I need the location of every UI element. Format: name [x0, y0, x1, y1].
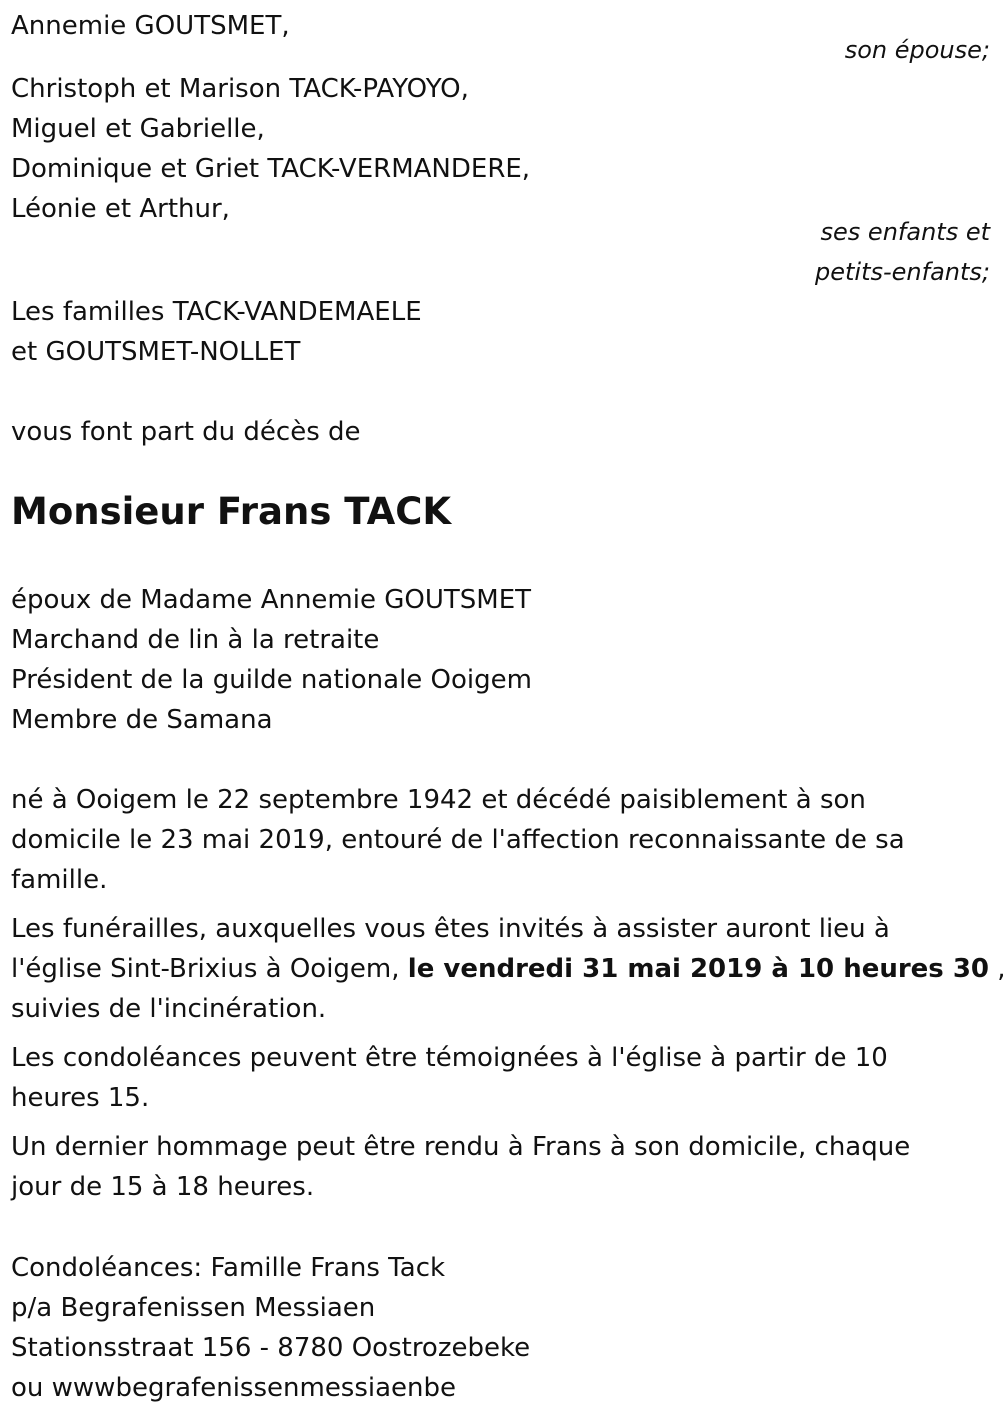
deceased-name: Monsieur Frans TACK	[11, 490, 452, 533]
announcement-intro: vous font part du décès de	[11, 417, 361, 447]
children-role-line-2: petits-enfants;	[815, 258, 990, 286]
contact-website[interactable]: ou wwwbegrafenissenmessiaenbe	[11, 1373, 457, 1403]
child-line-2: Miguel et Gabrielle,	[11, 114, 265, 144]
church-condolences-line-2: heures 15.	[11, 1083, 150, 1113]
families-line-2: et GOUTSMET-NOLLET	[11, 337, 301, 367]
child-line-3: Dominique et Griet TACK-VERMANDERE,	[11, 154, 531, 184]
funeral-date-time: le vendredi 31 mai 2019 à 10 heures 30	[407, 954, 990, 984]
birth-death-line-2: domicile le 23 mai 2019, entouré de l'affection reconnaissante de sa	[11, 825, 905, 855]
families-line-1: Les familles TACK-VANDEMAELE	[11, 297, 422, 327]
funeral-line-3: suivies de l'incinération.	[11, 994, 327, 1024]
children-role-line-1: ses enfants et	[820, 218, 990, 246]
spouse-name: Annemie GOUTSMET,	[11, 11, 290, 41]
funeral-line-2-suffix: ,	[989, 954, 1006, 984]
child-line-4: Léonie et Arthur,	[11, 194, 230, 224]
detail-line-1: époux de Madame Annemie GOUTSMET	[11, 585, 532, 615]
detail-line-3: Président de la guilde nationale Ooigem	[11, 665, 532, 695]
contact-line-2: p/a Begrafenissen Messiaen	[11, 1293, 376, 1323]
homage-line-2: jour de 15 à 18 heures.	[11, 1172, 315, 1202]
funeral-location: l'église Sint-Brixius à Ooigem,	[11, 954, 408, 984]
detail-line-2: Marchand de lin à la retraite	[11, 625, 380, 655]
contact-line-1: Condoléances: Famille Frans Tack	[11, 1253, 446, 1283]
birth-death-line-1: né à Ooigem le 22 septembre 1942 et décédé paisiblement à son	[11, 785, 866, 815]
funeral-line-2	[11, 949, 1006, 989]
spouse-role: son épouse;	[844, 36, 990, 64]
funeral-line-1: Les funérailles, auxquelles vous êtes invités à assister auront lieu à	[11, 914, 890, 944]
detail-line-4: Membre de Samana	[11, 705, 273, 735]
contact-line-3: Stationsstraat 156 - 8780 Oostrozebeke	[11, 1333, 531, 1363]
child-line-1: Christoph et Marison TACK-PAYOYO,	[11, 74, 469, 104]
birth-death-line-3: famille.	[11, 865, 108, 895]
church-condolences-line-1: Les condoléances peuvent être témoignées à l'église à partir de 10	[11, 1043, 888, 1073]
homage-line-1: Un dernier hommage peut être rendu à Frans à son domicile, chaque	[11, 1132, 911, 1162]
